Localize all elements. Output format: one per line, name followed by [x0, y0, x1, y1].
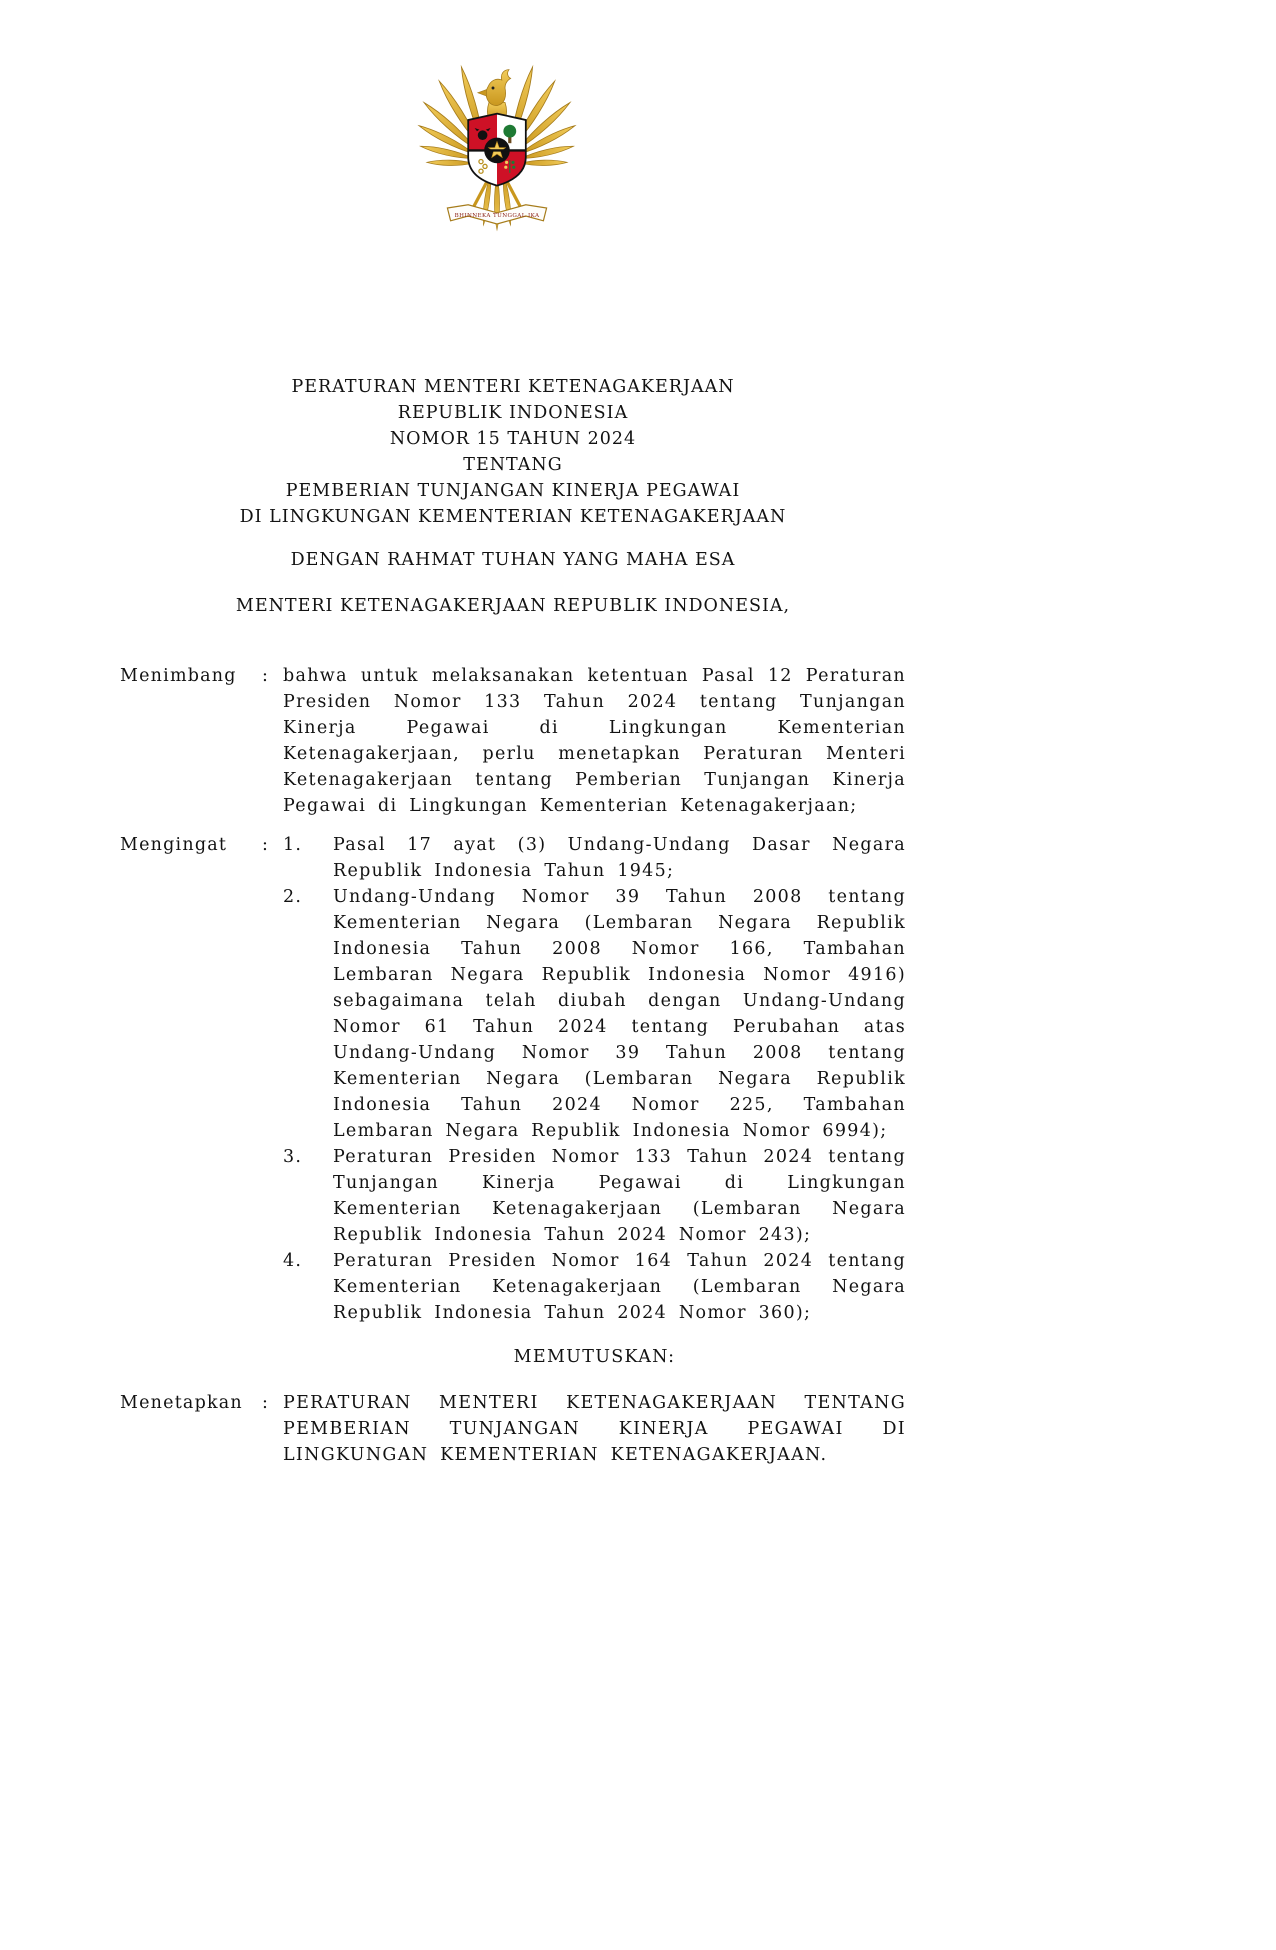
title-line-4: TENTANG [463, 455, 563, 475]
title-line-1: PERATURAN MENTERI KETENAGAKERJAAN [291, 377, 735, 397]
mengingat-colon: : [262, 835, 268, 855]
legal-basis-item [283, 832, 906, 884]
menimbang-colon: : [262, 666, 268, 686]
document-content [120, 0, 906, 1468]
item-text: Peraturan Presiden Nomor 164 Tahun 2024 tentang Kementerian Ketenagakerjaan (Lembaran Negara Republik Indonesia Tahun 2024 Nomor 360); [333, 1251, 906, 1323]
menimbang-section [120, 663, 906, 819]
menetapkan-section [120, 1390, 906, 1468]
legal-basis-item [283, 1144, 906, 1248]
title-line-5: PEMBERIAN TUNJANGAN KINERJA PEGAWAI [285, 481, 741, 501]
item-number: 1. [283, 835, 303, 855]
legal-basis-item [283, 884, 906, 1144]
memutuskan-row [120, 1344, 906, 1370]
legal-basis-item [283, 1248, 906, 1326]
memutuskan-heading: MEMUTUSKAN: [513, 1347, 676, 1367]
item-text: Undang-Undang Nomor 39 Tahun 2008 tentang Kementerian Negara (Lembaran Negara Republik Indonesia Tahun 2008 Nomor 166, Tambahan Lembaran Negara Republik Indonesia Nomor 4916) sebagaimana telah diubah dengan Undang-Undang Nomor 61 Tahun 2024 tentang Perubahan atas Undang-Undang Nomor 39 Tahun 2008 tentang Kementerian Negara (Lembaran Negara Republik Indonesia Tahun 2024 Nomor 225, Tambahan Lembaran Negara Republik Indonesia Nomor 6994); [333, 887, 906, 1141]
menetapkan-colon: : [262, 1393, 268, 1413]
item-text: Pasal 17 ayat (3) Undang-Undang Dasar Negara Republik Indonesia Tahun 1945; [333, 835, 906, 881]
title-line-2: REPUBLIK INDONESIA [397, 403, 629, 423]
menetapkan-label: Menetapkan [120, 1393, 243, 1413]
menimbang-label: Menimbang [120, 666, 237, 686]
menimbang-text: bahwa untuk melaksanakan ketentuan Pasal 12 Peraturan Presiden Nomor 133 Tahun 2024 tentang Tunjangan Kinerja Pegawai di Lingkungan Kementerian Ketenagakerjaan, perlu menetapkan Peraturan Menteri Ketenagakerjaan tentang Pemberian Tunjangan Kinerja Pegawai di Lingkungan Kementerian Ketenagakerjaan; [283, 666, 906, 816]
item-number: 2. [283, 887, 303, 907]
title-line-6: DI LINGKUNGAN KEMENTERIAN KETENAGAKERJAAN [239, 507, 787, 527]
mengingat-section [120, 832, 906, 1326]
authority-line: MENTERI KETENAGAKERJAAN REPUBLIK INDONESIA, [235, 596, 791, 616]
menetapkan-text: PERATURAN MENTERI KETENAGAKERJAAN TENTANG PEMBERIAN TUNJANGAN KINERJA PEGAWAI DI LINGKUNGAN KEMENTERIAN KETENAGAKERJAAN. [283, 1393, 906, 1465]
document-title [120, 374, 906, 530]
invocation-line: DENGAN RAHMAT TUHAN YANG MAHA ESA [290, 550, 736, 570]
item-number: 3. [283, 1147, 303, 1167]
legal-basis-list [283, 832, 906, 1326]
item-number: 4. [283, 1251, 303, 1271]
title-line-3: NOMOR 15 TAHUN 2024 [389, 429, 637, 449]
mengingat-label: Mengingat [120, 835, 228, 855]
item-text: Peraturan Presiden Nomor 133 Tahun 2024 tentang Tunjangan Kinerja Pegawai di Lingkungan Kementerian Ketenagakerjaan (Lembaran Negara Republik Indonesia Tahun 2024 Nomor 243); [333, 1147, 906, 1245]
motto-text: BHINNEKA TUNGGAL IKA [454, 212, 540, 219]
